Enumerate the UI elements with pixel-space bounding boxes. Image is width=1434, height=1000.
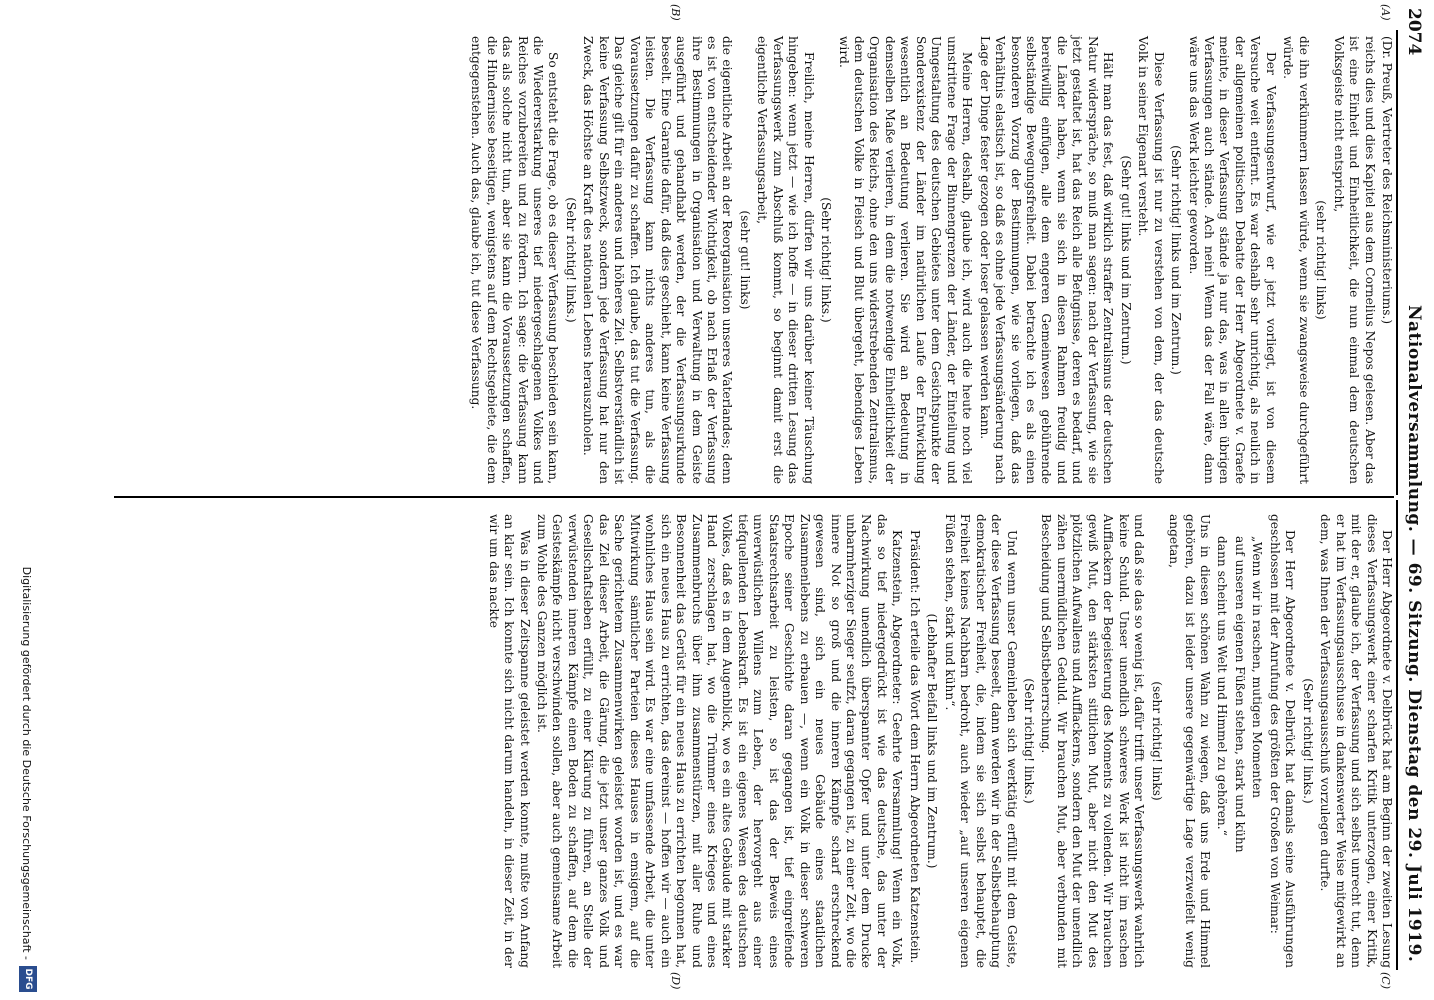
paragraph: Freilich, meine Herren, dürfen wir uns darüber keiner Täuschung hingeben: wenn jetzt — wie ich hoffe — in dieser dritten Lesung das Verfassungswerk zum Abschluß kommt, so beginnt damit erst die eigentliche Verfassungsarbeit, — [755, 36, 816, 484]
interjection: (Sehr richtig! links.) — [819, 197, 834, 323]
paragraph: Meine Herren, deshalb, glaube ich, wird auch die heute noch viel umstrittene Frage der Binnengrenzen der Länder, der Einteilung und Umgestaltung des deutschen Gebietes unter dem Gesichtspunkte der Sonderexistenz der Länder im natürlichen Laufe der Entwicklung wesentlich an Bedeutung verlieren. Sie wird an Bedeutung in demselben Maße verlieren, in dem die notwendige Einheitlichkeit der Organisation des Reichs, ohne den uns widerstrebenden Zentralismus, dem deutschen Volke in Fleisch und Blut übergeht, lebendiges Leben wird. — [836, 36, 975, 484]
speaker-paragraph: Katzenstein, Abgeordneter: Geehrte Versammlung! Wenn ein Volk, das so tief niedergedrückt ist wie das deutsche, das unter der Nachwirkung unendlich überspannter Opfer und unter dem Drucke unbarmherziger Sieger seufzt, daran gegangen ist, zu einer Zeit, wo die innere Not so groß und die inneren Kämpfe scharf erschreckend gewesen sind, sich ein neues Gebäude eines staatlichen Zusammenlebens zu erbauen —, wenn ein Volk in dieser schweren Epoche seiner Geschichte daran gegangen ist, tief eingreifende Staatsrechtsarbeit zu leisten, so ist das der Beweis eines unverwüstlichen Willens zum Leben, der hervorgeht aus einer tiefquellenden Lebenskraft. Es ist ein eigenes Wesen des deutschen Volkes, daß es in dem Augenblick, wo es ein altes Gebäude mit starker Hand zerschlagen hat, wo die Trümmer eines Krieges und eines Zusammenbruchs über ihm zusammenstürzen, mit aller Ruhe und Besonnenheit das Gerüst für ein neues Haus zu errichten begonnen hat, sich ein neues Haus zu errichten, das dereinst — hoffen wir — auch ein wohnliches Haus sein wird. Es war eine umfassende Arbeit, die unter Mitwirkung sämtlicher Parteien dieses Hauses in emsigem, auf die Sache gerichtetem Zusammenwirken geleistet worden ist, und es war das Ziel dieser Arbeit, die Gärung, die jetzt unser ganzes Volk und Gesellschaftsleben erfüllt, zu einer Klärung zu führen, an Stelle der verwüstenden inneren Kämpfe einen Boden zu schaffen, auf dem die Geisteskämpfe nicht verschwinden sollen, aber auch gemeinsame Arbeit zum Wohle des Ganzen möglich ist. — [534, 514, 905, 968]
header-rule-left — [1396, 30, 1398, 495]
digitization-footer — [11, 0, 39, 1000]
interjection: (sehr gut! links) — [737, 210, 752, 310]
interjection: (Sehr richtig! links und im Zentrum.) — [1169, 145, 1184, 375]
dfg-credit: Digitalisierung gefördert durch die Deutsche Forschungsgemeinschaft - — [20, 566, 33, 960]
page-title: Nationalversammlung. — 69. Sitzung. Dienstag den 29. Juli 1919. — [1404, 305, 1424, 963]
paragraph: Der Verfassungsentwurf, wie er jetzt vorliegt, ist von diesem Versuche weit entfernt. Es war deshalb sehr unrichtig, als neulich in der allgemeinen politischen Debatte der Herr Abgeordnete v. Graefe meinte, in dieser Verfassung stände ja nur das, was in allen übrigen Verfassungen auch stände. Ach nein! Wenn das der Fall wäre, dann wäre uns das Werk leichter geworden. — [1186, 36, 1278, 484]
column-divider — [114, 496, 1394, 498]
paragraph: die ihn verkümmern lassen würde, wenn sie zwangsweise durchgeführt würde. — [1281, 36, 1311, 484]
margin-marker-a: (A) — [1379, 4, 1392, 21]
paragraph: Der Herr Abgeordnete v. Delbrück hat damals seine Ausführungen geschlossen mit der Anrufung des größten der Großen von Weimar: — [1267, 514, 1298, 968]
interjection: (Sehr gut! links und im Zentrum.) — [1118, 155, 1133, 365]
quote-line: „Wenn wir in raschen, mutigen Momenten — [1250, 536, 1265, 799]
paragraph: Uns in diesen schönen Wahn zu wiegen, daß uns Erde und Himmel gehören, dazu ist leider unsere gegenwärtige Lage verzweifelt wenig angetan, — [1167, 514, 1213, 968]
quote-line: dann scheint uns Welt und Himmel zu gehören.“ — [1215, 536, 1230, 836]
paragraph: Diese Verfassung ist nur zu verstehen von dem, der das deutsche Volk in seiner Eigenart versteht. — [1136, 36, 1166, 484]
text-column-left — [466, 36, 1394, 484]
paragraph: Und wenn unser Gemeinleben sich werktätig erfüllt mit dem Geiste, der diese Verfassung beseelt, dann werden wir in der Selbstbehauptung demokratischer Freiheit, die, indem sie sich selbst behauptet, die Freiheit keines Nachbarn bedroht, auch wieder „auf unseren eigenen Füßen stehen, stark und kühn“. — [942, 514, 1019, 968]
interjection: (Sehr richtig! links.) — [563, 197, 578, 323]
interjection: (sehr richtig! links) — [1314, 200, 1329, 320]
margin-marker-d: (D) — [669, 972, 682, 990]
paragraph: So entsteht die Frage, ob es dieser Verfassung beschieden sein kann, die Wiedererstarkung unseres tief niedergeschlagenen Volkes und Reiches vorzubereiten und zu fördern. Ich sage: die Verfassung kann das als solche nicht tun, aber sie kann die Voraussetzungen schaffen, die Hindernisse beseitigen, wenigstens auf dem Rechtsgebiete, die dem entgegenstehen. Auch das, glaube ich, tut diese Verfassung. — [469, 36, 561, 484]
margin-marker-b: (B) — [669, 4, 682, 21]
interjection: (Lebhafter Beifall links und im Zentrum.) — [925, 613, 940, 869]
paragraph: Hält man das fest, daß wirklich straffer Zentralismus der deutschen Natur widerspräche, so muß man sagen: nach der Verfassung, wie sie jetzt gestaltet ist, hat das Reich alle Befugnisse, deren es bedarf, und die Länder haben, wenn sie sich in diesen Rahmen freudig und bereitwillig einfügen, alle dem engeren Gemeinwesen gebührende selbständige Bewegungsfreiheit. Dabei betrachte ich es als einen besonderen Vorzug der Bestimmungen, wie sie vorliegen, daß das Verhältnis elastisch ist, so daß es ohne jede Verfassungsänderung nach Lage der Dinge fester gezogen oder loser gelassen werden kann. — [977, 36, 1116, 484]
paragraph: Der Herr Abgeordnete v. Delbrück hat am Beginn der zweiten Lesung dieses Verfassungswerk einer scharfen Kritik unterzogen, einer Kritik, mit der er, glaube ich, der Verfassung und sich selbst unrecht tut, denn er hat im Verfassungsausschusse in dankenswerter Weise mitgewirkt an dem, was Ihnen der Verfassungsausschuß vorzulegen durfte. — [1318, 514, 1394, 968]
quote-line: auf unseren eigenen Füßen stehen, stark und kühn — [1232, 536, 1247, 853]
paragraph: die eigentliche Arbeit an der Reorganisation unseres Vaterlandes; denn es ist von entscheidender Wichtigkeit, ob nach Erlaß der Verfassung ihre Bestimmungen in Organisation und Verwaltung in dem Geiste ausgeführt und gehandhabt werden, der die Verfassungsurkunde beseelt. Eine Garantie dafür, daß dies geschieht, kann keine Verfassung leisten. Die Verfassung kann nichts anderes tun, als die Voraussetzungen dafür zu schaffen. Ich glaube, das tut die Verfassung. Das gleiche gilt für ein anderes und höheres Ziel. Selbstverständlich ist keine Verfassung Selbstzweck, sondern jede Verfassung hat nur den Zweck, das Höchste an Kraft des nationalen Lebens herauszuholen. — [581, 36, 735, 484]
interjection: (Sehr richtig! links.) — [1022, 678, 1037, 804]
header-rule-right — [1396, 500, 1398, 970]
running-header — [1400, 0, 1434, 1000]
paragraph: reichs dies und dies Kapitel aus dem Cornelius Nepos gelesen. Aber das ist eine Einheit und Einheitlichkeit, die nun einmal dem deutschen Volksgeiste nicht entspricht, — [1331, 36, 1377, 484]
paragraph: und daß sie das so wenig ist, dafür trifft unser Verfassungswerk wahrlich keine Schuld. Unser unendlich schweres Werk ist nicht im raschen Aufflackern der Begeisterung des Moments zu vollenden. Wir brauchen gewiß Mut, den stärksten sittlichen Mut, aber nicht den Mut des plötzlichen Aufwallens und Aufflackerns, sondern den Mut der unendlich zähen unermüdlichen Geduld. Wir brauchen Mut, aber verbunden mit Bescheidung und Selbstbeherrschung. — [1039, 514, 1147, 968]
interjection: (Sehr richtig! links.) — [1300, 678, 1315, 804]
speaker-paragraph: Präsident: Ich erteile das Wort dem Herrn Abgeordneten Katzenstein. — [907, 530, 922, 964]
page-number: 2074 — [1404, 8, 1424, 56]
dfg-logo: DFG — [19, 966, 37, 992]
interjection: (sehr richtig! links) — [1149, 681, 1164, 801]
paragraph: (Dr. Preuß, Vertreter des Reichsministeriums.) — [1380, 36, 1394, 325]
text-column-right — [483, 514, 1394, 968]
paragraph: Was in dieser Zeitspanne geleistet werden konnte, mußte von Anfang an klar sein. Ich konnte sich nicht darum handeln, in dieser Zeit, in der wir um das nackte — [486, 514, 532, 968]
margin-marker-c: (C) — [1379, 972, 1392, 989]
